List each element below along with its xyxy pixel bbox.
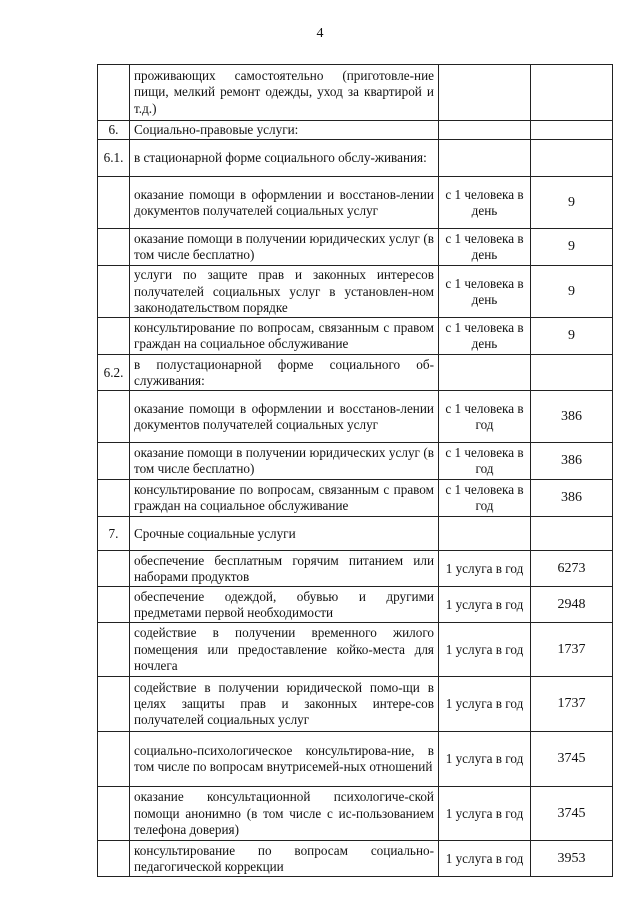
service-value: 386 (531, 443, 613, 480)
service-name: оказание помощи в оформлении и восстанов-лении документов получателей социальных услуг (130, 177, 439, 229)
row-number (98, 65, 130, 121)
service-value (531, 355, 613, 391)
service-unit: с 1 человека в год (439, 391, 531, 443)
service-name: консультирование по вопросам социально-педагогической коррекции (130, 841, 439, 877)
service-value: 3745 (531, 732, 613, 787)
row-number: 7. (98, 517, 130, 551)
service-value: 1737 (531, 677, 613, 732)
row-number (98, 480, 130, 517)
service-unit: с 1 человека в год (439, 443, 531, 480)
service-name: обеспечение бесплатным горячим питанием или наборами продуктов (130, 551, 439, 587)
service-unit: 1 услуга в год (439, 841, 531, 877)
row-number (98, 677, 130, 732)
table-row (98, 623, 613, 677)
row-number: 6.2. (98, 355, 130, 391)
row-number (98, 551, 130, 587)
row-number (98, 841, 130, 877)
service-unit: 1 услуга в год (439, 587, 531, 623)
service-value: 386 (531, 391, 613, 443)
table-row (98, 443, 613, 480)
row-number (98, 177, 130, 229)
service-value: 9 (531, 177, 613, 229)
row-number (98, 318, 130, 355)
service-name: оказание помощи в получении юридических услуг (в том числе бесплатно) (130, 443, 439, 480)
service-unit (439, 65, 531, 121)
service-unit (439, 355, 531, 391)
table-row (98, 517, 613, 551)
section-title: Социально-правовые услуги: (130, 121, 439, 140)
service-unit: с 1 человека в день (439, 266, 531, 318)
table-row (98, 732, 613, 787)
service-value (531, 65, 613, 121)
service-unit: с 1 человека в день (439, 318, 531, 355)
service-unit: с 1 человека в год (439, 480, 531, 517)
row-number (98, 391, 130, 443)
service-unit: 1 услуга в год (439, 787, 531, 841)
service-name: оказание помощи в оформлении и восстанов-лении документов получателей социальных услуг (130, 391, 439, 443)
page-number: 4 (316, 26, 324, 41)
table-row (98, 318, 613, 355)
service-value: 3953 (531, 841, 613, 877)
table-row (98, 266, 613, 318)
service-value: 1737 (531, 623, 613, 677)
table-row (98, 787, 613, 841)
service-value: 386 (531, 480, 613, 517)
table-row (98, 65, 613, 121)
service-name: оказание консультационной психологиче-ской помощи анонимно (в том числе с ис-пользованием телефона доверия) (130, 787, 439, 841)
table-row (98, 355, 613, 391)
service-value (531, 517, 613, 551)
service-name: услуги по защите прав и законных интересов получателей социальных услуг в установлен-ном законодательством порядке (130, 266, 439, 318)
table-row (98, 677, 613, 732)
services-table (97, 64, 613, 877)
service-name: социально-психологическое консультирова-ние, в том числе по вопросам внутрисемей-ных отношений (130, 732, 439, 787)
row-number (98, 229, 130, 266)
service-unit (439, 517, 531, 551)
table-row (98, 551, 613, 587)
service-unit (439, 121, 531, 140)
row-number: 6. (98, 121, 130, 140)
service-unit: 1 услуга в год (439, 623, 531, 677)
service-name: консультирование по вопросам, связанным с правом граждан на социальное обслуживание (130, 318, 439, 355)
table-row (98, 391, 613, 443)
service-value: 9 (531, 318, 613, 355)
row-number (98, 587, 130, 623)
table-row (98, 841, 613, 877)
service-unit: 1 услуга в год (439, 677, 531, 732)
table-row (98, 177, 613, 229)
service-value: 9 (531, 229, 613, 266)
service-name: проживающих самостоятельно (приготовле-ние пищи, мелкий ремонт одежды, уход за квартирой и т.д.) (130, 65, 439, 121)
service-unit (439, 140, 531, 177)
section-title: Срочные социальные услуги (130, 517, 439, 551)
service-name: содействие в получении юридической помо-щи в целях защиты прав и законных интере-сов получателей социальных услуг (130, 677, 439, 732)
row-number (98, 266, 130, 318)
service-value: 3745 (531, 787, 613, 841)
service-value: 9 (531, 266, 613, 318)
table-row (98, 229, 613, 266)
service-name: содействие в получении временного жилого помещения или предоставление койко-места для ночлега (130, 623, 439, 677)
table-row (98, 140, 613, 177)
service-unit: 1 услуга в год (439, 732, 531, 787)
service-value: 2948 (531, 587, 613, 623)
service-unit: 1 услуга в год (439, 551, 531, 587)
service-value: 6273 (531, 551, 613, 587)
subsection-title: в стационарной форме социального обслу-живания: (130, 140, 439, 177)
service-name: обеспечение одеждой, обувью и другими предметами первой необходимости (130, 587, 439, 623)
service-unit: с 1 человека в день (439, 229, 531, 266)
service-name: консультирование по вопросам, связанным с правом граждан на социальное обслуживание (130, 480, 439, 517)
subsection-title: в полустационарной форме социального об-служивания: (130, 355, 439, 391)
row-number (98, 443, 130, 480)
row-number: 6.1. (98, 140, 130, 177)
service-unit: с 1 человека в день (439, 177, 531, 229)
table-row (98, 587, 613, 623)
row-number (98, 732, 130, 787)
row-number (98, 623, 130, 677)
service-value (531, 140, 613, 177)
row-number (98, 787, 130, 841)
table-row (98, 121, 613, 140)
service-name: оказание помощи в получении юридических услуг (в том числе бесплатно) (130, 229, 439, 266)
table-row (98, 480, 613, 517)
service-value (531, 121, 613, 140)
